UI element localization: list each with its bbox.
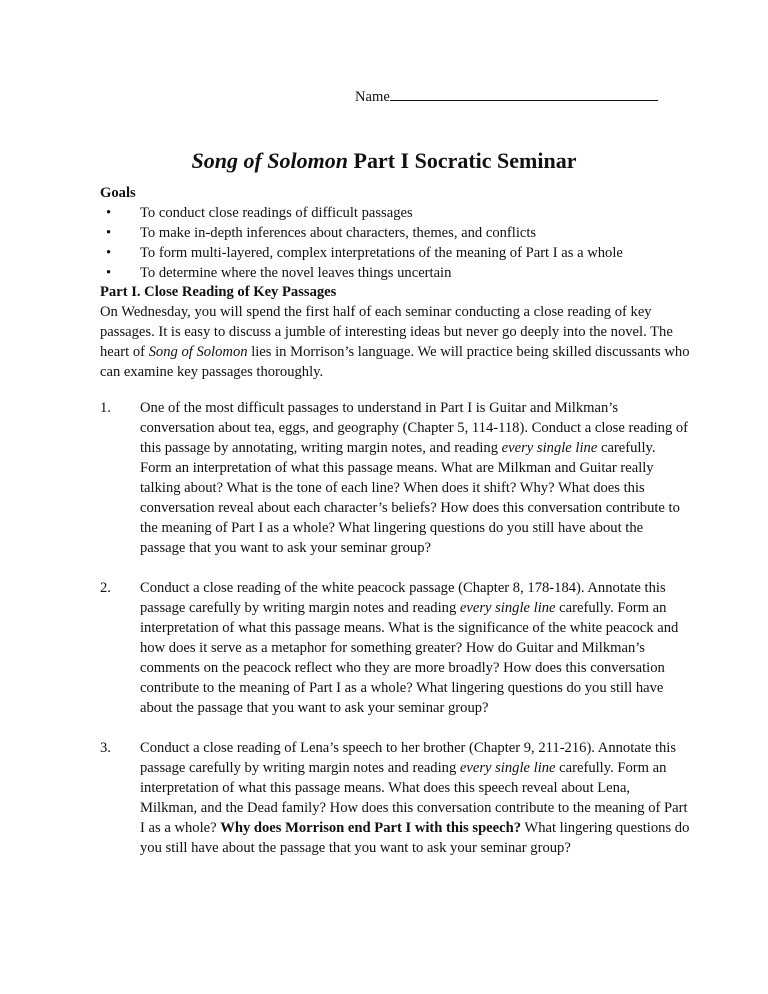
- intro-italic: Song of Solomon: [148, 344, 248, 360]
- intro-text: lies in Morrison’s language. We will practice being skilled discussants who can examine key passages thoroughly.: [100, 344, 690, 380]
- page-title: [0, 147, 768, 175]
- part1-heading: Part I. Close Reading of Key Passages: [100, 284, 337, 300]
- goals-section: [100, 183, 690, 283]
- goals-list: [100, 203, 690, 283]
- item-text: One of the most difficult passages to understand in Part I is Guitar and Milkman’s conversation about tea, eggs, and geography (Chapter 5, 114-118). Conduct a close reading of this passage by annotating, writing margin notes, and reading: [140, 400, 689, 456]
- part1-intro: [100, 302, 690, 382]
- part1-section: [100, 282, 690, 878]
- goal-item: • To form multi-layered, complex interpretations of the meaning of Part I as a whole: [100, 243, 690, 263]
- item-number: 3.: [100, 740, 111, 756]
- intro-text: On Wednesday, you will spend the first half of each seminar conducting a close reading of key passages. It is easy to discuss a jumble of interesting ideas but never go deeply into the novel. The heart of: [100, 304, 673, 360]
- passage-item: [100, 738, 690, 858]
- item-text: What lingering questions do you still have about the passage that you want to ask your seminar group?: [140, 820, 690, 856]
- passage-item: [100, 578, 690, 718]
- name-field[interactable]: [355, 86, 658, 107]
- item-number: 1.: [100, 400, 111, 416]
- item-text: carefully. Form an interpretation of what this passage means. What are Milkman and Guitar really talking about? What is the tone of each line? When does it shift? Why? What does this conversation reveal about each character’s beliefs? How does this conversation contribute to the meaning of Part I as a whole? What lingering questions do you still have about the passage that you want to ask your seminar group?: [140, 440, 680, 556]
- item-bold: Why does Morrison end Part I with this speech?: [220, 820, 522, 836]
- name-blank-line[interactable]: [390, 86, 658, 101]
- name-label: Name: [355, 89, 390, 105]
- item-text: Conduct a close reading of Lena’s speech to her brother (Chapter 9, 211-216). Annotate this passage carefully by writing margin notes and reading: [140, 740, 677, 776]
- item-number: 2.: [100, 580, 111, 596]
- item-italic: every single line: [459, 600, 556, 616]
- item-italic: every single line: [459, 760, 556, 776]
- title-rest: Part I Socratic Seminar: [348, 148, 577, 173]
- goal-item: • To determine where the novel leaves things uncertain: [100, 263, 690, 283]
- item-text: Conduct a close reading of the white peacock passage (Chapter 8, 178-184). Annotate this passage carefully by writing margin notes and reading: [140, 580, 666, 616]
- goal-item: • To make in-depth inferences about characters, themes, and conflicts: [100, 223, 690, 243]
- passage-list: [100, 398, 690, 858]
- passage-item: [100, 398, 690, 558]
- goals-heading: Goals: [100, 185, 136, 201]
- goal-item: • To conduct close readings of difficult passages: [100, 203, 690, 223]
- title-italic: Song of Solomon: [191, 148, 348, 173]
- item-italic: every single line: [501, 440, 598, 456]
- item-text: carefully. Form an interpretation of what this passage means. What does this speech reveal about Lena, Milkman, and the Dead family? How does this conversation contribute to the meaning of Part I as a whole?: [140, 760, 688, 836]
- item-text: carefully. Form an interpretation of what this passage means. What is the significance of the white peacock and how does it serve as a metaphor for something greater? How do Guitar and Milkman’s comments on the peacock reflect who they are more broadly? How does this conversation contribute to the meaning of Part I as a whole? What lingering questions do you still have about the passage that you want to ask your seminar group?: [140, 600, 679, 716]
